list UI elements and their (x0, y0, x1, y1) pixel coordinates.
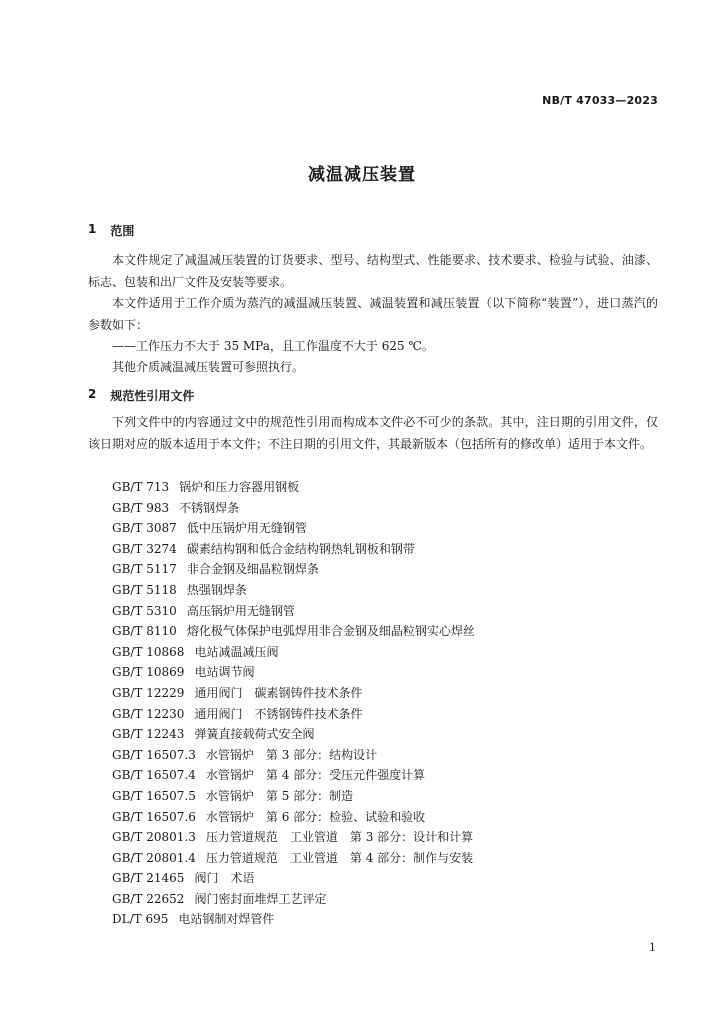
reference-item (112, 518, 475, 539)
reference-title: 锅炉和压力容器用钢板 (179, 480, 300, 494)
document-title: 减温减压装置 (308, 165, 416, 185)
reference-code: GB/T 12230 (112, 706, 185, 721)
reference-code: DL/T 695 (112, 912, 169, 927)
section-number: 1 (88, 222, 97, 236)
reference-item (112, 909, 475, 930)
section-number: 2 (88, 387, 97, 401)
reference-code: GB/T 983 (112, 500, 170, 515)
reference-title: 通用阀门 碳素钢铸件技术条件 (194, 685, 363, 700)
reference-code: GB/T 5118 (112, 582, 177, 597)
reference-item (112, 683, 475, 704)
reference-title: 电站减温减压阀 (194, 644, 279, 659)
reference-title: 不锈钢焊条 (179, 500, 240, 515)
normative-references-list (112, 477, 475, 930)
reference-code: GB/T 22652 (112, 891, 185, 906)
reference-title: 低中压锅炉用无缝钢管 (186, 521, 307, 536)
reference-title: 弹簧直接载荷式安全阀 (194, 727, 315, 742)
reference-code: GB/T 8110 (112, 624, 177, 639)
reference-code: GB/T 16507.6 (112, 809, 196, 824)
reference-item (112, 642, 475, 663)
section-title: 范围 (110, 224, 135, 238)
section-title: 规范性引用文件 (110, 389, 195, 403)
references-intro-paragraph: 下列文件中的内容通过文中的规范性引用而构成本文件必不可少的条款。其中，注日期的引用文件，仅该日期对应的版本适用于本文件；不注日期的引用文件，其最新版本（包括所有的修改单）适用于本文件。 (88, 415, 658, 451)
reference-title: 阀门密封面堆焊工艺评定 (194, 891, 327, 906)
reference-item (112, 868, 475, 889)
reference-title: 碳素结构钢和低合金结构钢热轧钢板和钢带 (186, 541, 415, 556)
reference-code: GB/T 5117 (112, 562, 177, 577)
reference-title: 熔化极气体保护电弧焊用非合金钢及细晶粒钢实心焊丝 (186, 624, 475, 639)
reference-title: 水管锅炉 第 3 部分：结构设计 (205, 747, 378, 762)
reference-title: 通用阀门 不锈钢铸件技术条件 (194, 706, 363, 721)
reference-code: GB/T 16507.4 (112, 768, 196, 783)
reference-item (112, 848, 475, 869)
reference-code: GB/T 3274 (112, 541, 177, 556)
reference-title: 高压锅炉用无缝钢管 (186, 603, 295, 618)
reference-code: GB/T 20801.3 (112, 830, 196, 845)
standard-code: NB/T 47033—2023 (542, 94, 658, 107)
reference-code: GB/T 713 (112, 480, 170, 494)
reference-title: 压力管道规范 工业管道 第 4 部分：制作与安装 (205, 850, 474, 865)
reference-title: 压力管道规范 工业管道 第 3 部分：设计和计算 (205, 830, 474, 845)
scope-paragraph: 本文件规定了减温减压装置的订货要求、型号、结构型式、性能要求、技术要求、检验与试验、油漆、标志、包装和出厂文件及安装等要求。 (88, 253, 658, 289)
reference-code: GB/T 12229 (112, 685, 185, 700)
reference-title: 电站调节阀 (194, 665, 255, 680)
reference-item (112, 724, 475, 745)
reference-item (112, 745, 475, 766)
reference-code: GB/T 12243 (112, 727, 185, 742)
reference-code: GB/T 3087 (112, 521, 177, 536)
reference-title: 阀门 术语 (194, 871, 255, 886)
reference-item (112, 559, 475, 580)
scope-paragraph: 其他介质减温减压装置可参照执行。 (112, 360, 305, 374)
reference-code: GB/T 5310 (112, 603, 177, 618)
reference-item (112, 477, 475, 498)
reference-code: GB/T 21465 (112, 871, 185, 886)
scope-paragraph: 本文件适用于工作介质为蒸汽的减温减压装置、减温装置和减压装置（以下简称“装置”），进口蒸汽的参数如下： (88, 296, 658, 332)
section-1-heading (88, 222, 134, 239)
reference-code: GB/T 10869 (112, 665, 185, 680)
reference-item (112, 621, 475, 642)
reference-item (112, 539, 475, 560)
reference-title: 水管锅炉 第 6 部分：检验、试验和验收 (205, 809, 426, 824)
reference-item (112, 765, 475, 786)
reference-item (112, 580, 475, 601)
reference-code: GB/T 16507.3 (112, 747, 196, 762)
reference-title: 水管锅炉 第 5 部分：制造 (205, 788, 354, 803)
reference-title: 非合金钢及细晶粒钢焊条 (186, 562, 319, 577)
reference-item (112, 786, 475, 807)
scope-parameter-line: ——工作压力不大于 35 MPa，且工作温度不大于 625 ℃。 (112, 339, 434, 353)
reference-title: 电站钢制对焊管件 (178, 912, 275, 927)
page-number: 1 (649, 941, 656, 954)
reference-item (112, 498, 475, 519)
reference-item (112, 601, 475, 622)
reference-item (112, 827, 475, 848)
reference-item (112, 662, 475, 683)
section-2-heading (88, 387, 194, 404)
reference-title: 热强钢焊条 (186, 582, 247, 597)
reference-title: 水管锅炉 第 4 部分：受压元件强度计算 (205, 768, 426, 783)
reference-code: GB/T 16507.5 (112, 788, 196, 803)
reference-item (112, 889, 475, 910)
reference-code: GB/T 20801.4 (112, 850, 196, 865)
reference-item (112, 807, 475, 828)
reference-code: GB/T 10868 (112, 644, 185, 659)
reference-item (112, 704, 475, 725)
